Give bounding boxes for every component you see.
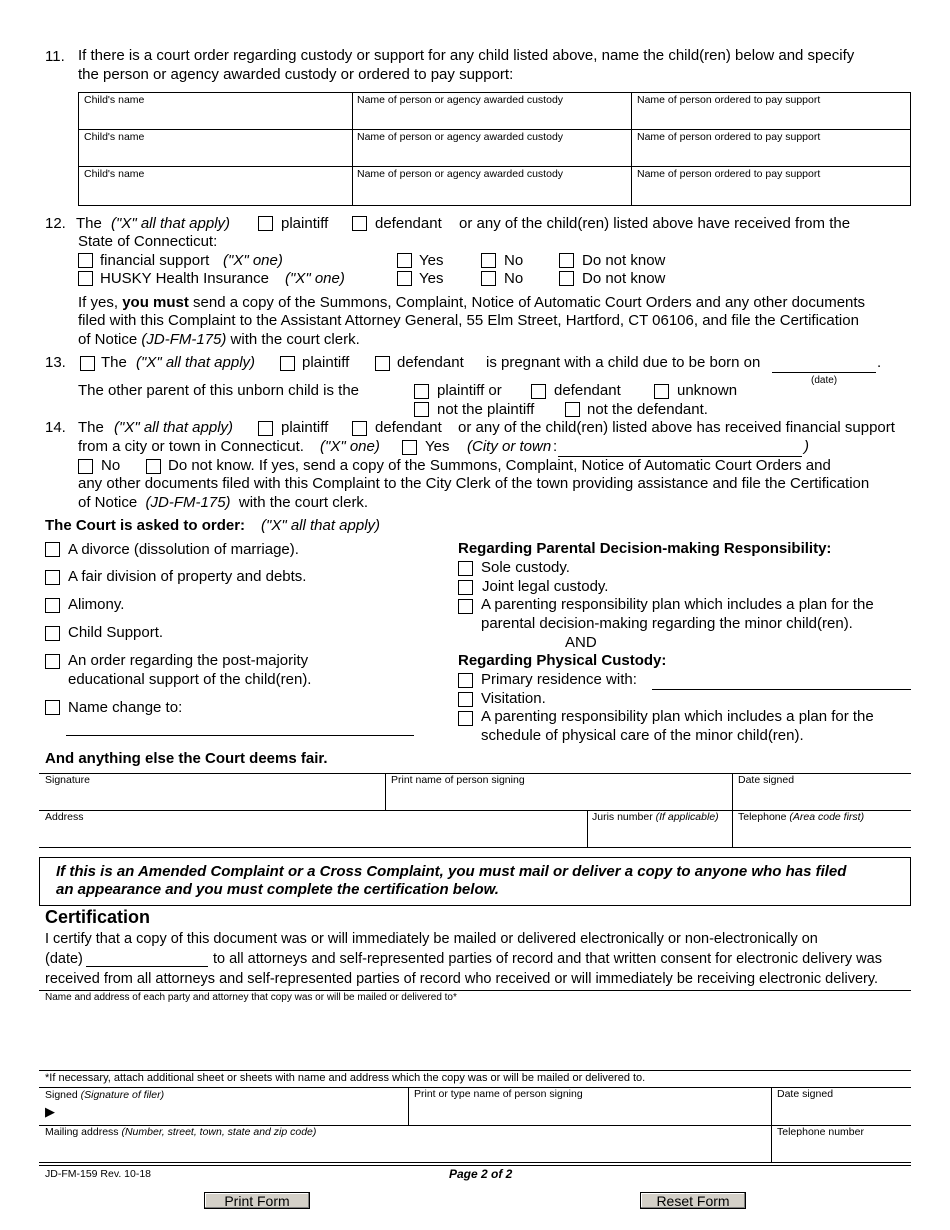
q11-number: 11. bbox=[45, 48, 65, 65]
q12-text: or any of the child(ren) listed above have received from the bbox=[459, 215, 851, 232]
q14-defendant-checkbox[interactable] bbox=[352, 421, 367, 436]
q12-ifyes-line1: If yes, you must send a copy of the Summons, Complaint, Notice of Automatic Court Orders and any other documents bbox=[78, 294, 866, 311]
certification-heading: Certification bbox=[45, 907, 151, 927]
not-plaintiff-checkbox[interactable] bbox=[414, 402, 429, 417]
filer-signature-field[interactable]: Signed (Signature of filer) bbox=[45, 1089, 165, 1101]
joint-custody-label: Joint legal custody. bbox=[482, 578, 609, 595]
q12-the: The bbox=[76, 215, 102, 232]
physical-plan-checkbox[interactable] bbox=[458, 711, 473, 726]
husky-checkbox[interactable] bbox=[78, 271, 93, 286]
q12-plaintiff-label: plaintiff bbox=[281, 215, 329, 232]
q13-plaintiff-label: plaintiff bbox=[302, 354, 350, 371]
custody-awardee-field-3[interactable]: Name of person or agency awarded custody bbox=[357, 168, 564, 180]
q14-instruction: ("X" all that apply) bbox=[114, 419, 234, 436]
husky-instruction: ("X" one) bbox=[285, 270, 345, 287]
primary-residence-checkbox[interactable] bbox=[458, 673, 473, 688]
and-text: AND bbox=[565, 634, 597, 651]
alimony-checkbox[interactable] bbox=[45, 598, 60, 613]
husky-dnk-label: Do not know bbox=[582, 270, 666, 287]
husky-label: HUSKY Health Insurance bbox=[100, 270, 269, 287]
certification-footnote: *If necessary, attach additional sheet or sheets with name and address which the copy was or will be mailed or delivered to. bbox=[45, 1072, 646, 1084]
q13-defendant-label: defendant bbox=[397, 354, 464, 371]
husky-yes-label: Yes bbox=[419, 270, 444, 287]
q14-city-label: (City or town bbox=[467, 438, 552, 455]
certification-date-label: (date) bbox=[45, 951, 83, 967]
sole-custody-checkbox[interactable] bbox=[458, 561, 473, 576]
q14-text-line4: any other documents filed with this Complaint to the City Clerk of the town providing assistance and file the Certification bbox=[78, 475, 870, 492]
q14-defendant-label: defendant bbox=[375, 419, 442, 436]
child-name-field-1[interactable]: Child's name bbox=[84, 94, 145, 106]
name-change-checkbox[interactable] bbox=[45, 700, 60, 715]
primary-residence-label: Primary residence with: bbox=[481, 671, 637, 688]
name-change-field[interactable] bbox=[66, 735, 414, 736]
q13-number: 13. bbox=[45, 354, 66, 371]
q13-plaintiff-checkbox[interactable] bbox=[280, 356, 295, 371]
q14-dnk-label: Do not know. If yes, send a copy of the Summons, Complaint, Notice of Automatic Court Orders and bbox=[168, 457, 831, 474]
q14-yes-checkbox[interactable] bbox=[402, 440, 417, 455]
property-label: A fair division of property and debts. bbox=[68, 568, 307, 585]
other-parent-unknown-checkbox[interactable] bbox=[654, 384, 669, 399]
financial-dnk-checkbox[interactable] bbox=[559, 253, 574, 268]
child-name-field-3[interactable]: Child's name bbox=[84, 168, 145, 180]
q14-dnk-checkbox[interactable] bbox=[146, 459, 161, 474]
sole-custody-label: Sole custody. bbox=[481, 559, 570, 576]
filer-print-name-field[interactable]: Print or type name of person signing bbox=[414, 1088, 583, 1100]
q14-plaintiff-label: plaintiff bbox=[281, 419, 329, 436]
q13-defendant-checkbox[interactable] bbox=[375, 356, 390, 371]
q12-ifyes-line2: filed with this Complaint to the Assistant Attorney General, 55 Elm Street, Hartford, CT 06106, and file the Certification bbox=[78, 312, 859, 329]
fair-clause: And anything else the Court deems fair. bbox=[45, 750, 328, 767]
decision-plan-label-1: A parenting responsibility plan which includes a plan for the bbox=[481, 596, 874, 613]
q14-number: 14. bbox=[45, 419, 66, 436]
amended-notice-line1: If this is an Amended Complaint or a Cross Complaint, you must mail or deliver a copy to anyone who has filed bbox=[56, 863, 847, 880]
q13-instruction: ("X" all that apply) bbox=[136, 354, 256, 371]
q14-city-colon: : bbox=[553, 438, 558, 455]
certification-date-field[interactable] bbox=[86, 966, 208, 967]
court-order-instruction: ("X" all that apply) bbox=[261, 517, 381, 534]
q14-yes-label: Yes bbox=[425, 438, 450, 455]
other-parent-unknown-label: unknown bbox=[677, 382, 738, 399]
juris-number-field[interactable]: Juris number (If applicable) bbox=[592, 811, 719, 823]
name-change-label: Name change to: bbox=[68, 699, 183, 716]
q14-the: The bbox=[78, 419, 104, 436]
child-support-checkbox[interactable] bbox=[45, 626, 60, 641]
alimony-label: Alimony. bbox=[68, 596, 125, 613]
date-signed-field[interactable]: Date signed bbox=[738, 774, 795, 786]
q14-city-paren: ) bbox=[804, 438, 809, 455]
q11-text-line2: the person or agency awarded custody or ordered to pay support: bbox=[78, 66, 514, 83]
form-id: JD-FM-159 Rev. 10-18 bbox=[45, 1168, 152, 1180]
print-form-button[interactable]: Print Form bbox=[204, 1192, 310, 1209]
property-checkbox[interactable] bbox=[45, 570, 60, 585]
other-parent-plaintiff-label: plaintiff or bbox=[437, 382, 502, 399]
filer-date-signed-field[interactable]: Date signed bbox=[777, 1088, 834, 1100]
financial-support-instruction: ("X" one) bbox=[223, 252, 283, 269]
q13-period: . bbox=[877, 354, 882, 371]
divorce-label: A divorce (dissolution of marriage). bbox=[68, 541, 299, 558]
certification-line1: I certify that a copy of this document was or will immediately be mailed or delivered electronically or non-electronically on bbox=[45, 931, 818, 947]
support-payer-field-3[interactable]: Name of person ordered to pay support bbox=[637, 168, 821, 180]
decision-plan-checkbox[interactable] bbox=[458, 599, 473, 614]
decision-plan-label-2: parental decision-making regarding the minor child(ren). bbox=[481, 615, 853, 632]
other-parent-defendant-checkbox[interactable] bbox=[531, 384, 546, 399]
child-name-field-2[interactable]: Child's name bbox=[84, 131, 145, 143]
physical-plan-label-2: schedule of physical care of the minor child(ren). bbox=[481, 727, 804, 744]
custody-awardee-field-2[interactable]: Name of person or agency awarded custody bbox=[357, 131, 564, 143]
financial-yes-label: Yes bbox=[419, 252, 444, 269]
post-majority-label-1: An order regarding the post-majority bbox=[68, 652, 309, 669]
financial-support-label: financial support bbox=[100, 252, 210, 269]
financial-no-checkbox[interactable] bbox=[481, 253, 496, 268]
q14-no-checkbox[interactable] bbox=[78, 459, 93, 474]
q12-ifyes-line3: of Notice (JD-FM-175) with the court clerk. bbox=[78, 331, 360, 348]
husky-no-checkbox[interactable] bbox=[481, 271, 496, 286]
financial-support-checkbox[interactable] bbox=[78, 253, 93, 268]
other-parent-defendant-label: defendant bbox=[554, 382, 621, 399]
visitation-checkbox[interactable] bbox=[458, 692, 473, 707]
q12-text-line2: State of Connecticut: bbox=[78, 233, 218, 250]
support-payer-field-2[interactable]: Name of person ordered to pay support bbox=[637, 131, 821, 143]
support-payer-field-1[interactable]: Name of person ordered to pay support bbox=[637, 94, 821, 106]
arrow-icon: ▶ bbox=[45, 1104, 55, 1119]
signature-field[interactable]: Signature bbox=[45, 774, 90, 786]
q14-plaintiff-checkbox[interactable] bbox=[258, 421, 273, 436]
not-defendant-checkbox[interactable] bbox=[565, 402, 580, 417]
q14-text: or any of the child(ren) listed above has received financial support bbox=[458, 419, 895, 436]
q14-no-label: No bbox=[101, 457, 121, 474]
child-support-label: Child Support. bbox=[68, 624, 164, 641]
q11-text-line1: If there is a court order regarding custody or support for any child listed above, name the child(ren) below and specify bbox=[78, 47, 855, 64]
reset-form-button[interactable]: Reset Form bbox=[640, 1192, 746, 1209]
custody-awardee-field-1[interactable]: Name of person or agency awarded custody bbox=[357, 94, 564, 106]
q12-defendant-checkbox[interactable] bbox=[352, 216, 367, 231]
page-number: Page 2 of 2 bbox=[449, 1167, 513, 1181]
other-parent-plaintiff-checkbox[interactable] bbox=[414, 384, 429, 399]
address-field[interactable]: Address bbox=[45, 811, 84, 823]
court-order-heading: The Court is asked to order: bbox=[45, 517, 246, 534]
q14-text-line5: of Notice (JD-FM-175) with the court clerk. bbox=[78, 494, 369, 511]
certification-line3: received from all attorneys and self-represented parties of record who received or will immediately be receiving electronic delivery. bbox=[45, 971, 879, 987]
primary-residence-field[interactable] bbox=[652, 689, 911, 690]
pdm-heading: Regarding Parental Decision-making Responsibility: bbox=[458, 540, 832, 557]
divorce-checkbox[interactable] bbox=[45, 542, 60, 557]
q12-defendant-label: defendant bbox=[375, 215, 442, 232]
print-name-field[interactable]: Print name of person signing bbox=[391, 774, 525, 786]
physical-plan-label-1: A parenting responsibility plan which includes a plan for the bbox=[481, 708, 874, 725]
amended-notice-line2: an appearance and you must complete the certification below. bbox=[56, 881, 499, 898]
post-majority-label-2: educational support of the child(ren). bbox=[68, 671, 312, 688]
husky-dnk-checkbox[interactable] bbox=[559, 271, 574, 286]
q12-number: 12. bbox=[45, 215, 66, 232]
physical-custody-heading: Regarding Physical Custody: bbox=[458, 652, 667, 669]
q13-the: The bbox=[101, 354, 127, 371]
due-date-field[interactable] bbox=[772, 372, 876, 373]
telephone-field[interactable]: Telephone (Area code first) bbox=[738, 811, 865, 823]
q13-other-parent-text: The other parent of this unborn child is the bbox=[78, 382, 360, 399]
q12-plaintiff-checkbox[interactable] bbox=[258, 216, 273, 231]
joint-custody-checkbox[interactable] bbox=[458, 580, 473, 595]
financial-no-label: No bbox=[504, 252, 524, 269]
financial-dnk-label: Do not know bbox=[582, 252, 666, 269]
q12-instruction: ("X" all that apply) bbox=[111, 215, 231, 232]
mailing-address-field[interactable]: Mailing address (Number, street, town, state and zip code) bbox=[45, 1126, 317, 1138]
not-plaintiff-label: not the plaintiff bbox=[437, 401, 535, 418]
post-majority-checkbox[interactable] bbox=[45, 654, 60, 669]
q13-pregnant-text: is pregnant with a child due to be born on bbox=[486, 354, 761, 371]
visitation-label: Visitation. bbox=[481, 690, 546, 707]
financial-yes-checkbox[interactable] bbox=[397, 253, 412, 268]
not-defendant-label: not the defendant. bbox=[587, 401, 708, 418]
q14-x-one: ("X" one) bbox=[320, 438, 380, 455]
recipients-field[interactable]: Name and address of each party and attorney that copy was or will be mailed or delivered to* bbox=[45, 992, 457, 1003]
due-date-caption: (date) bbox=[811, 375, 838, 386]
certification-line2: to all attorneys and self-represented parties of record and that written consent for electronic delivery was bbox=[213, 951, 882, 967]
husky-yes-checkbox[interactable] bbox=[397, 271, 412, 286]
q13-the-checkbox[interactable] bbox=[80, 356, 95, 371]
filer-telephone-field[interactable]: Telephone number bbox=[777, 1126, 864, 1138]
husky-no-label: No bbox=[504, 270, 524, 287]
q14-text-line2: from a city or town in Connecticut. bbox=[78, 438, 304, 455]
